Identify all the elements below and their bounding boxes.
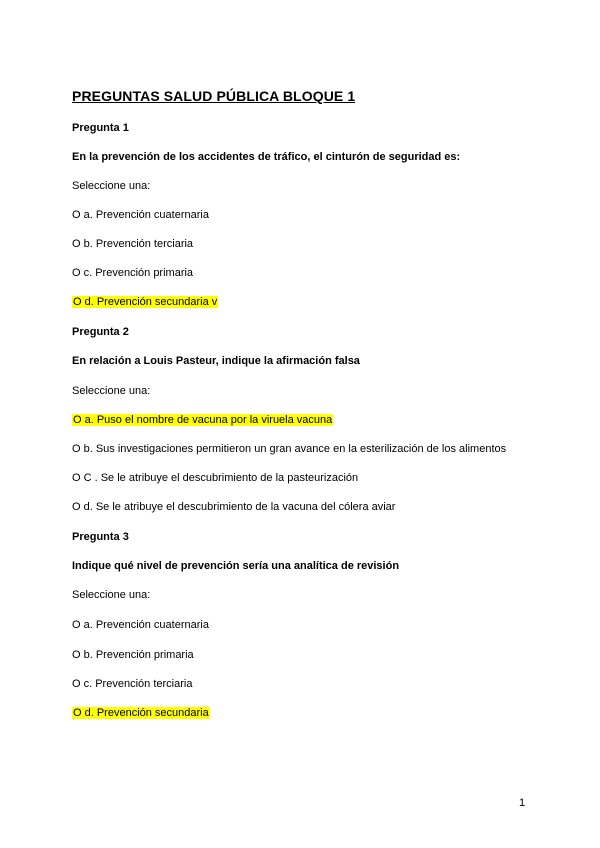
question-1-highlighted-answer: O d. Prevención secundaria v — [73, 296, 218, 308]
question-1-option-c: O c. Prevención primaria — [72, 267, 194, 279]
question-1-prompt: En la prevención de los accidentes de tráfico, el cinturón de seguridad es: — [72, 151, 461, 163]
question-2-prompt: En relación a Louis Pasteur, indique la afirmación falsa — [72, 355, 360, 367]
question-1-option-d — [72, 295, 218, 309]
document-title: PREGUNTAS SALUD PÚBLICA BLOQUE 1 — [72, 88, 356, 104]
question-3-instruction: Seleccione una: — [72, 589, 151, 601]
question-1-heading: Pregunta 1 — [72, 122, 129, 134]
question-3-option-c: O c. Prevención terciaria — [72, 678, 193, 690]
question-2-heading: Pregunta 2 — [72, 326, 129, 338]
question-3-option-b: O b. Prevención primaria — [72, 649, 194, 661]
question-2-option-c: O C . Se le atribuye el descubrimiento de la pasteurización — [72, 472, 359, 484]
question-3-option-a: O a. Prevención cuaternaria — [72, 619, 209, 631]
question-2-option-b: O b. Sus investigaciones permitieron un gran avance en la esterilización de los alimentos — [72, 443, 507, 455]
question-2-option-a — [72, 413, 333, 427]
question-3-prompt: Indique qué nivel de prevención sería una analítica de revisión — [72, 560, 400, 572]
question-1-option-a: O a. Prevención cuaternaria — [72, 209, 209, 221]
question-3-highlighted-answer: O d. Prevención secundaria — [73, 707, 209, 719]
question-2-option-d: O d. Se le atribuye el descubrimiento de la vacuna del cólera aviar — [72, 501, 396, 513]
question-1-option-b: O b. Prevención terciaria — [72, 238, 194, 250]
question-1-instruction: Seleccione una: — [72, 180, 151, 192]
question-2-instruction: Seleccione una: — [72, 385, 151, 397]
question-2-highlighted-answer: O a. Puso el nombre de vacuna por la viruela vacuna — [73, 414, 333, 426]
question-3-option-d — [72, 706, 210, 720]
question-3-heading: Pregunta 3 — [72, 531, 129, 543]
page-number: 1 — [519, 797, 526, 809]
